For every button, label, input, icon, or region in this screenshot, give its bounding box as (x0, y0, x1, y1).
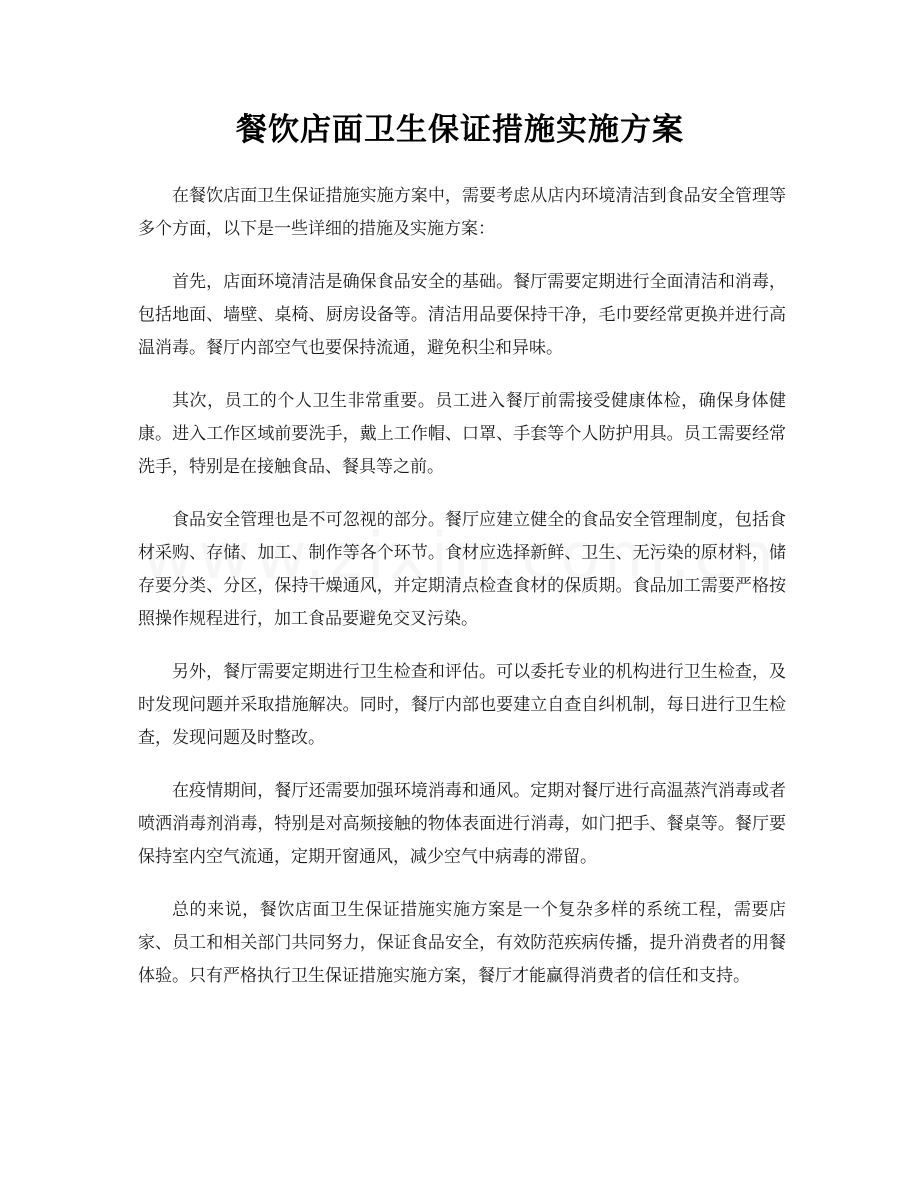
paragraph-food-safety: 食品安全管理也是不可忽视的部分。餐厅应建立健全的食品安全管理制度，包括食材采购、存储、加工、制作等各个环节。食材应选择新鲜、卫生、无污染的原材料，储存要分类、分区，保持干燥通风，并定期清点检查食材的保质期。食品加工需要严格按照操作规程进行，加工食品要避免交叉污染。 (138, 510, 786, 629)
paragraph-inspection: 另外，餐厅需要定期进行卫生检查和评估。可以委托专业的机构进行卫生检查，及时发现问题并采取措施解决。同时，餐厅内部也要建立自查自纠机制，每日进行卫生检查，发现问题及时整改。 (138, 662, 786, 748)
document-body (138, 180, 786, 1013)
paragraph-staff-hygiene: 其次，员工的个人卫生非常重要。员工进入餐厅前需接受健康体检，确保身体健康。进入工作区域前要洗手，戴上工作帽、口罩、手套等个人防护用具。员工需要经常洗手，特别是在接触食品、餐具等之前。 (138, 391, 786, 477)
paragraph-environment: 首先，店面环境清洁是确保食品安全的基础。餐厅需要定期进行全面清洁和消毒，包括地面、墙壁、桌椅、厨房设备等。清洁用品要保持干净，毛巾要经常更换并进行高温消毒。餐厅内部空气也要保持流通，避免积尘和异味。 (138, 272, 786, 358)
paragraph-intro: 在餐饮店面卫生保证措施实施方案中，需要考虑从店内环境清洁到食品安全管理等多个方面，以下是一些详细的措施及实施方案： (138, 186, 786, 239)
document-title: 餐饮店面卫生保证措施实施方案 (236, 112, 684, 148)
paragraph-summary: 总的来说，餐饮店面卫生保证措施实施方案是一个复杂多样的系统工程，需要店家、员工和相关部门共同努力，保证食品安全，有效防范疾病传播，提升消费者的用餐体验。只有严格执行卫生保证措施实施方案，餐厅才能赢得消费者的信任和支持。 (138, 900, 786, 986)
paragraph-epidemic: 在疫情期间，餐厅还需要加强环境消毒和通风。定期对餐厅进行高温蒸汽消毒或者喷洒消毒剂消毒，特别是对高频接触的物体表面进行消毒，如门把手、餐桌等。餐厅要保持室内空气流通，定期开窗通风，减少空气中病毒的滞留。 (138, 781, 786, 867)
